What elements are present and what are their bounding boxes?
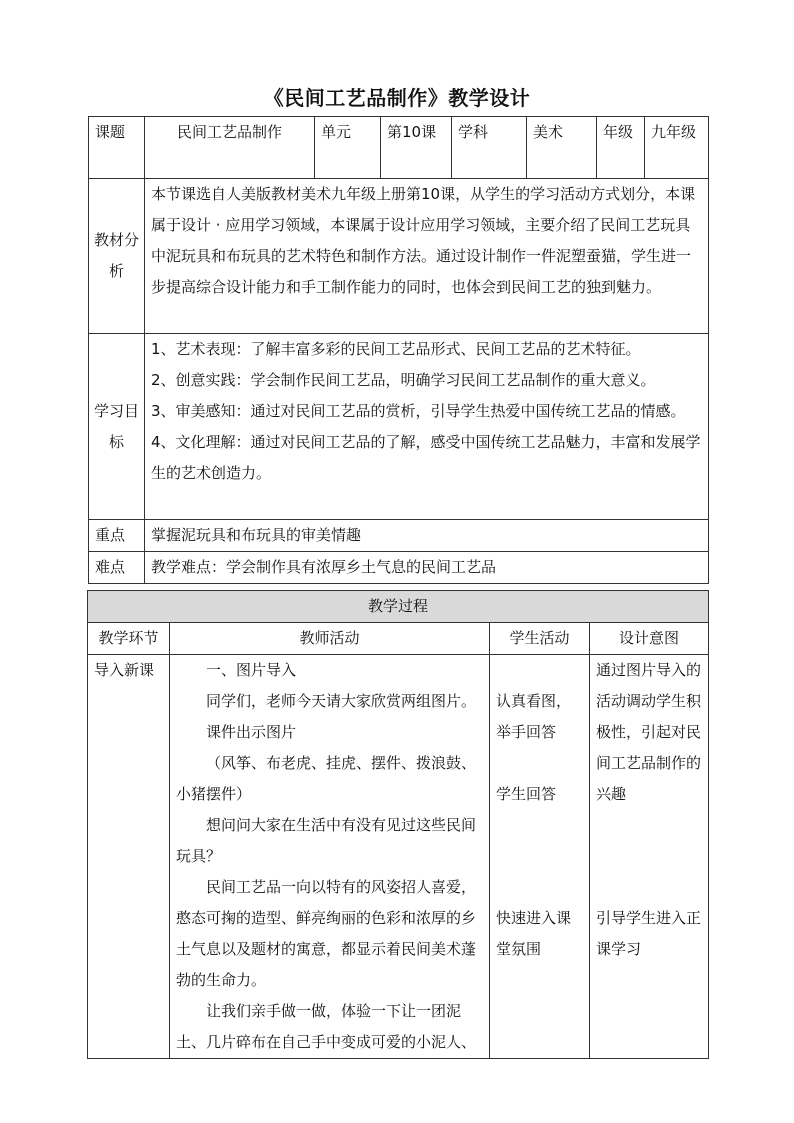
teacher-paragraph: 同学们，老师今天请大家欣赏两组图片。 — [206, 692, 477, 710]
topic-label: 课题 — [89, 117, 145, 179]
goals-row — [89, 334, 709, 520]
difficulty-text: 教学难点：学会制作具有浓厚乡土气息的民间工艺品 — [145, 552, 709, 584]
goals-list — [145, 334, 709, 520]
process-heading: 教学过程 — [88, 591, 709, 623]
goal-item: 1、艺术表现：了解丰富多彩的民间工艺品形式、民间工艺品的艺术特征。 — [151, 340, 641, 358]
teacher-paragraph: 想问问大家在生活中有没有见过这些民间玩具？ — [176, 816, 477, 865]
student-activity — [490, 655, 590, 1059]
goal-item: 4、文化理解：通过对民间工艺品的了解，感受中国传统工艺品魅力，丰富和发展学生的艺术创造力。 — [151, 433, 701, 482]
key-point-text: 掌握泥玩具和布玩具的审美情趣 — [145, 520, 709, 552]
teacher-paragraph: 一、图片导入 — [206, 661, 297, 679]
intro-stage-row — [88, 655, 709, 1059]
student-note: 认真看图，举手回答 — [496, 692, 572, 741]
header-row — [89, 117, 709, 179]
column-header: 教学环节 — [88, 623, 170, 655]
document-title: 《民间工艺品制作》教学设计 — [263, 86, 531, 110]
grade-value: 九年级 — [645, 117, 709, 179]
goal-item: 3、审美感知：通过对民间工艺品的赏析，引导学生热爱中国传统工艺品的情感。 — [151, 402, 686, 420]
intent-note: 通过图片导入的活动调动学生积极性，引起对民间工艺品制作的兴趣 — [596, 661, 702, 803]
goal-item: 2、创意实践：学会制作民间工艺品，明确学习民间工艺品制作的重大意义。 — [151, 371, 656, 389]
column-header: 教师活动 — [170, 623, 490, 655]
subject-value: 美术 — [527, 117, 597, 179]
intent-note: 引导学生进入正课学习 — [596, 909, 702, 958]
design-intent — [590, 655, 709, 1059]
student-note: 学生回答 — [496, 785, 557, 803]
teaching-process-table — [87, 590, 709, 1059]
subject-label: 学科 — [452, 117, 527, 179]
key-point-row — [89, 520, 709, 552]
teacher-activity — [170, 655, 490, 1059]
topic-value: 民间工艺品制作 — [145, 117, 315, 179]
unit-value: 第10课 — [381, 117, 452, 179]
column-header: 设计意图 — [590, 623, 709, 655]
design-info-table — [88, 116, 709, 584]
column-header: 学生活动 — [490, 623, 590, 655]
grade-label: 年级 — [597, 117, 645, 179]
teacher-paragraph: 让我们亲手做一做，体验一下让一团泥土、几片碎布在自己手中变成可爱的小泥人、 — [176, 1002, 477, 1051]
difficulty-row — [89, 552, 709, 584]
goals-label: 学习目标 — [89, 334, 145, 520]
student-note: 快速进入课堂氛围 — [496, 909, 572, 958]
teacher-paragraph: 民间工艺品一向以特有的风姿招人喜爱，憨态可掬的造型、鲜亮绚丽的色彩和浓厚的乡土气息以及题材的寓意，都显示着民间美术蓬勃的生命力。 — [176, 878, 477, 989]
teacher-paragraph: （风筝、布老虎、挂虎、摆件、拨浪鼓、小猪摆件） — [176, 754, 477, 803]
stage-name: 导入新课 — [88, 655, 170, 1059]
analysis-text: 本节课选自人美版教材美术九年级上册第10课，从学生的学习活动方式划分，本课属于设计 · 应用学习领域，本课属于设计应用学习领域，主要介绍了民间工艺玩具中泥玩具和布玩具的艺术特色和制作方法。通过设计制作一件泥塑蚕猫，学生进一步提高综合设计能力和手工制作能力的同时，也体会到民间工艺的独到魅力。 — [145, 179, 709, 334]
analysis-label: 教材分析 — [89, 179, 145, 334]
process-columns-row — [88, 623, 709, 655]
key-point-label: 重点 — [89, 520, 145, 552]
difficulty-label: 难点 — [89, 552, 145, 584]
process-heading-row — [88, 591, 709, 623]
analysis-row — [89, 179, 709, 334]
teacher-paragraph: 课件出示图片 — [206, 723, 297, 741]
unit-label: 单元 — [315, 117, 381, 179]
